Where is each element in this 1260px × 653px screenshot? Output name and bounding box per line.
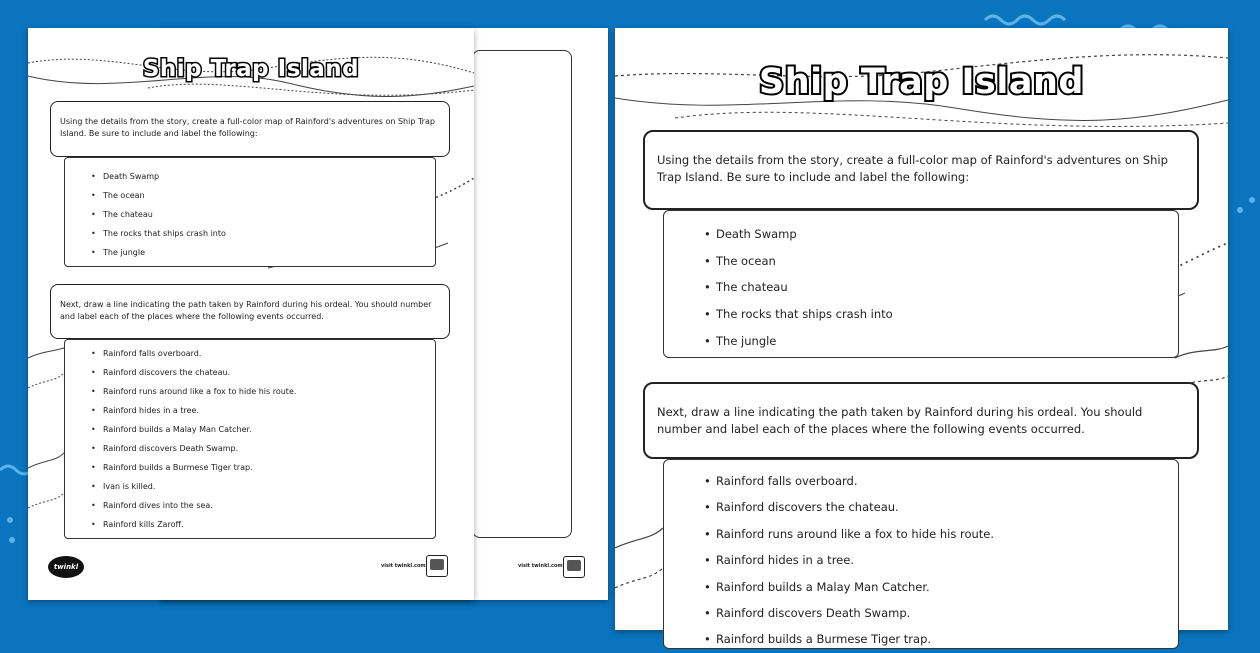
- list-item: • Rainford runs around like a fox to hide his route.: [716, 521, 1178, 547]
- footer-url: visit twinkl.com: [381, 563, 426, 569]
- path-box: [643, 382, 1199, 459]
- thumbnail-title: Ship Trap Island: [142, 56, 360, 82]
- list-item: • Rainford dives into the sea.: [103, 496, 435, 515]
- list-item: • Rainford discovers Death Swamp.: [103, 439, 435, 458]
- events-list: [716, 468, 1178, 653]
- intro-text: Using the details from the story, create a full-color map of Rainford's adventures on Ship Trap Island. Be sure to include and label the following:: [657, 153, 1168, 185]
- twinkl-logo: twinkl: [48, 556, 84, 578]
- page-title: Ship Trap Island: [759, 62, 1084, 102]
- list-item: • The chateau: [103, 205, 435, 224]
- list-item: • Rainford runs around like a fox to hide his route.: [103, 382, 435, 401]
- zoomed-page: [615, 28, 1228, 647]
- thumbnail-path-text: Next, draw a line indicating the path taken by Rainford during his ordeal. You should number and label each of the places where the following events occurred.: [60, 300, 432, 321]
- list-item: • The chateau: [716, 274, 1178, 301]
- thumbnail-events-list: [103, 344, 435, 534]
- thumbnail-intro-text: Using the details from the story, create a full-color map of Rainford's adventures on Ship Trap Island. Be sure to include and label the following:: [60, 117, 435, 138]
- thumbnail-places-list: [103, 167, 435, 262]
- list-item: • Rainford discovers the chateau.: [716, 494, 1178, 520]
- list-item: • Rainford discovers the chateau.: [103, 363, 435, 382]
- list-item: • Rainford falls overboard.: [716, 468, 1178, 494]
- back-page-frame: [472, 50, 572, 538]
- events-box: [663, 459, 1179, 649]
- list-item: • Rainford builds a Malay Man Catcher.: [103, 420, 435, 439]
- list-item: • Rainford builds a Malay Man Catcher.: [716, 574, 1178, 600]
- back-footer-url: visit twinkl.com: [518, 563, 563, 569]
- intro-box: [643, 130, 1199, 210]
- back-footer-badge: [563, 556, 585, 578]
- footer-badge: [426, 555, 448, 577]
- list-item: • The jungle: [716, 328, 1178, 355]
- list-item: • Rainford hides in a tree.: [716, 547, 1178, 573]
- list-item: • The ocean: [716, 248, 1178, 275]
- path-text: Next, draw a line indicating the path taken by Rainford during his ordeal. You should number and label each of the places where the following events occurred.: [657, 405, 1143, 437]
- list-item: • Rainford builds a Burmese Tiger trap.: [716, 626, 1178, 652]
- list-item: • Death Swamp: [716, 221, 1178, 248]
- list-item: • The rocks that ships crash into: [716, 301, 1178, 328]
- list-item: • Rainford hides in a tree.: [103, 401, 435, 420]
- list-item: • Rainford falls overboard.: [103, 344, 435, 363]
- thumbnail-intro-box: [50, 101, 450, 157]
- thumbnail-places-box: [64, 157, 436, 267]
- list-item: • The jungle: [103, 243, 435, 262]
- list-item: • The rocks that ships crash into: [103, 224, 435, 243]
- list-item: • Rainford kills Zaroff.: [103, 515, 435, 534]
- list-item: • Ivan is killed.: [103, 477, 435, 496]
- list-item: • Death Swamp: [103, 167, 435, 186]
- list-item: • Rainford discovers Death Swamp.: [716, 600, 1178, 626]
- thumbnail-path-box: [50, 284, 450, 339]
- places-box: [663, 210, 1179, 358]
- thumbnail-page: [28, 28, 474, 600]
- list-item: • The ocean: [103, 186, 435, 205]
- places-list: [716, 221, 1178, 355]
- list-item: • Rainford builds a Burmese Tiger trap.: [103, 458, 435, 477]
- thumbnail-events-box: [64, 339, 436, 539]
